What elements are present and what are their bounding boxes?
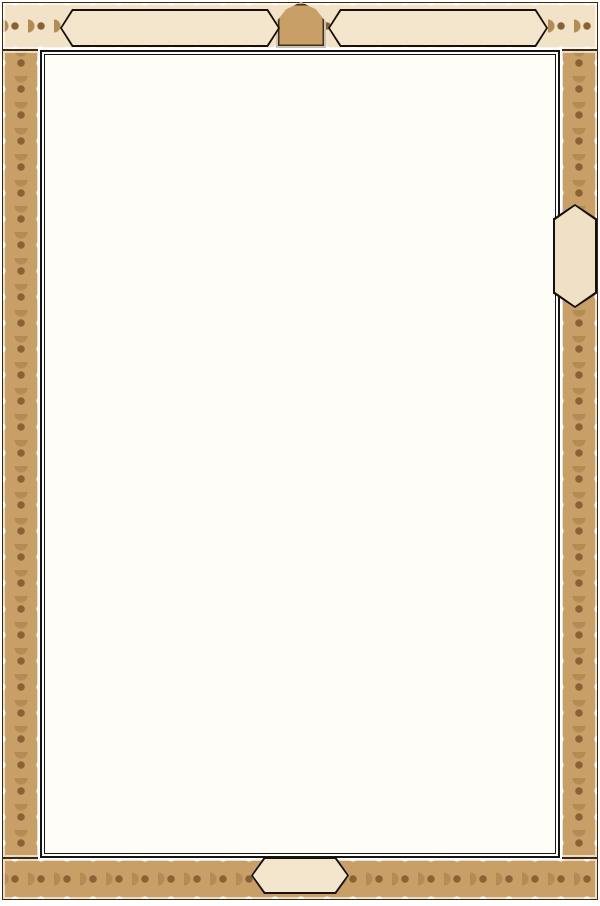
- text-panel: [40, 50, 560, 858]
- page-number: [253, 859, 347, 892]
- surah-label: [62, 11, 278, 45]
- border-band-right: [560, 50, 598, 858]
- text-lines: [44, 54, 556, 854]
- border-band-left: [2, 50, 40, 858]
- sajdah-tab: [553, 204, 597, 308]
- sajdah-tab-label: [555, 206, 595, 306]
- juz-cartouche: [328, 9, 548, 47]
- page-number-cartouche: [251, 857, 349, 894]
- surah-cartouche: [60, 9, 280, 47]
- juz-label: [330, 11, 546, 45]
